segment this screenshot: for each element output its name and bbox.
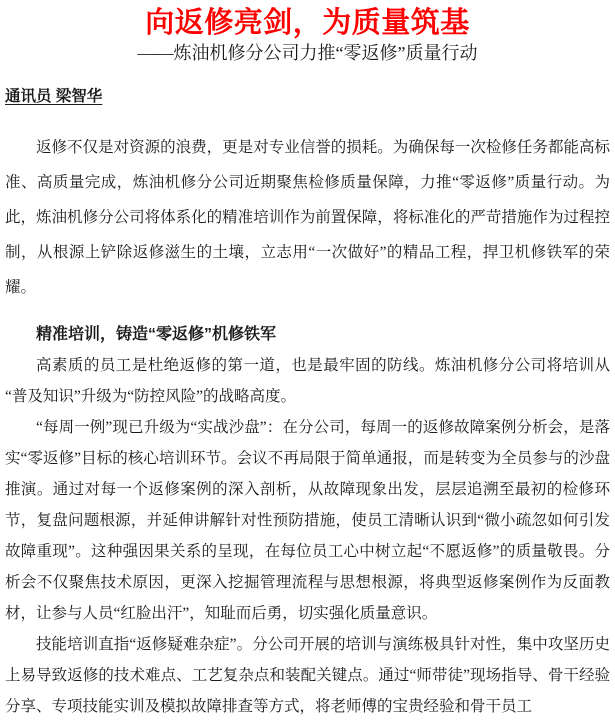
- document-subtitle: ——炼油机修分公司力推“零返修”质量行动: [137, 43, 478, 63]
- intro-paragraph: 返修不仅是对资源的浪费，更是对专业信誉的损耗。为确保每一次检修任务都能高标准、高质量完成，炼油机修分公司近期聚焦检修质量保障，力推“零返修”质量行动。为此，炼油机修分公司将体系化的精准培训作为前置保障，将标准化的严苛措施作为过程控制，从根源上铲除返修滋生的土壤，立志用“一次做好”的精品工程，捍卫机修铁军的荣耀。: [5, 139, 610, 296]
- paragraph: 技能培训直指“返修疑难杂症”。分公司开展的培训与演练极具针对性，集中攻坚历史上易导致返修的技术难点、工艺复杂点和装配关键点。通过“师带徒”现场指导、骨干经验分享、专项技能实训及模拟故障排查等方式，将老师傅的宝贵经验和骨干员工: [5, 636, 610, 715]
- paragraph: “每周一例”现已升级为“实战沙盘”：在分公司，每周一的返修故障案例分析会，是落实“零返修”目标的核心培训环节。会议不再局限于简单通报，而是转变为全员参与的沙盘推演。通过对每一个返修案例的深入剖析，从故障现象出发，层层追溯至最初的检修环节，复盘问题根源，并延伸讲解针对性预防措施，使员工清晰认识到“微小疏忽如何引发故障重现”。这种强因果关系的呈现，在每位员工心中树立起“不愿返修”的质量敬畏。分析会不仅聚焦技术原因，更深入挖掘管理流程与思想根源，将典型返修案例作为反面教材，让参与人员“红脸出汗”，知耻而后勇，切实强化质量意识。: [5, 419, 610, 622]
- byline: 通讯员 梁智华: [5, 88, 103, 105]
- document-title: 向返修亮剑，为质量筑基: [145, 7, 470, 39]
- byline-row: [5, 64, 610, 106]
- section-heading: 精准培训，铸造“零返修”机修铁军: [36, 326, 277, 343]
- paragraph: 高素质的员工是杜绝返修的第一道，也是最牢固的防线。炼油机修分公司将培训从“普及知识”升级为“防控风险”的战略高度。: [5, 357, 610, 405]
